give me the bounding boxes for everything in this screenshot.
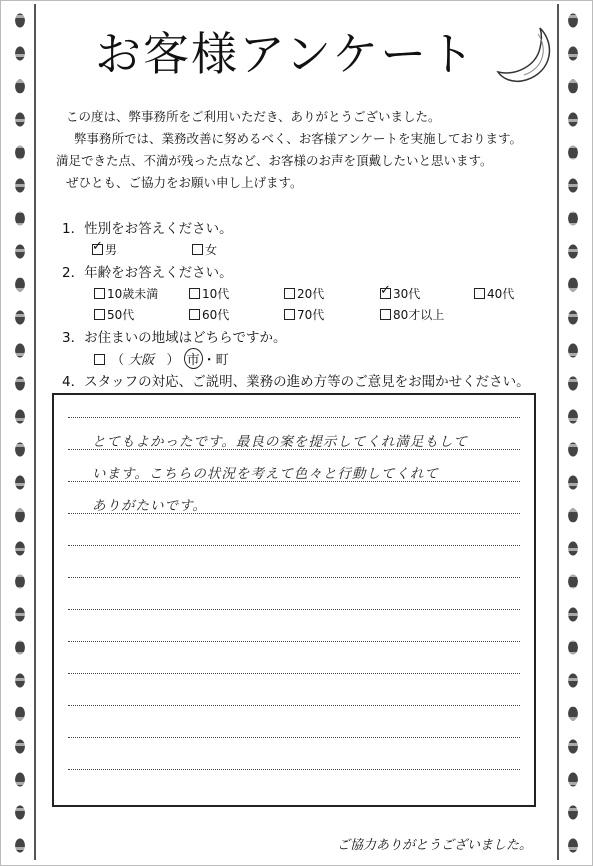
option-age-50s[interactable]: 50代 — [94, 306, 134, 323]
ruled-line — [68, 609, 520, 610]
ruled-line — [68, 641, 520, 642]
ruled-line — [68, 545, 520, 546]
ruled-line — [68, 769, 520, 770]
checkbox[interactable] — [474, 288, 485, 299]
question-4-label: 4．スタッフの対応、ご説明、業務の進め方等のご意見をお聞かせください。 — [62, 374, 530, 390]
option-age-80-plus[interactable]: 80才以上 — [380, 306, 444, 323]
intro-line: 弊事務所では、業務改善に努めるべく、お客様アンケートを実施しております。 — [74, 131, 523, 146]
checkbox[interactable] — [189, 288, 200, 299]
checkbox-male[interactable] — [92, 244, 103, 255]
option-male[interactable]: ✓男 — [92, 241, 117, 258]
question-1-label: 1．性別をお答えください。 — [62, 221, 233, 237]
checkbox[interactable] — [284, 309, 295, 320]
ruled-line — [68, 737, 520, 738]
intro-line: この度は、弊事務所をご利用いただき、ありがとうございました。 — [66, 109, 441, 124]
survey-title: お客様アンケート — [95, 27, 477, 81]
checkbox[interactable] — [380, 288, 391, 299]
comment-answer-box[interactable] — [52, 393, 536, 807]
checkbox[interactable] — [94, 354, 105, 365]
checkbox[interactable] — [94, 309, 105, 320]
option-age-40s[interactable]: 40代 — [474, 285, 514, 302]
option-age-60s[interactable]: 60代 — [189, 306, 229, 323]
city-circled: 市 — [184, 348, 203, 369]
option-age-30s[interactable]: ✓ 30代 — [380, 285, 420, 302]
question-2-label: 2．年齢をお答えください。 — [62, 265, 233, 281]
intro-line: ぜひとも、ご協力をお願い申し上げます。 — [66, 175, 303, 190]
option-age-20s[interactable]: 20代 — [284, 285, 324, 302]
handwritten-comment-line: います。こちらの状況を考えて色々と行動してくれて — [92, 466, 439, 482]
region-answer[interactable]: （ 大阪 ） 市 ・町 — [94, 348, 229, 369]
ruled-line — [68, 705, 520, 706]
option-age-70s[interactable]: 70代 — [284, 306, 324, 323]
left-decorative-border — [6, 4, 36, 860]
ruled-line — [68, 673, 520, 674]
handwritten-comment-line: ありがたいです。 — [92, 498, 207, 514]
checkbox[interactable] — [189, 309, 200, 320]
right-decorative-border — [557, 4, 587, 860]
question-3-label: 3．お住まいの地域はどちらですか。 — [62, 330, 287, 346]
checkbox-female[interactable] — [192, 244, 203, 255]
option-female[interactable]: 女 — [192, 241, 217, 258]
ruled-line — [68, 577, 520, 578]
ruled-line — [68, 417, 520, 418]
handwritten-comment-line: とてもよかったです。最良の案を提示してくれ満足もして — [92, 434, 468, 450]
city-name-handwritten: 大阪 — [128, 353, 155, 368]
checkbox[interactable] — [94, 288, 105, 299]
intro-line: 満足できた点、不満が残った点など、お客様のお声を頂戴したいと思います。 — [56, 153, 493, 168]
option-age-10s[interactable]: 10代 — [189, 285, 229, 302]
option-age-under-10[interactable]: 10歳未満 — [94, 285, 158, 302]
closing-message: ご協力ありがとうございました。 — [337, 838, 533, 853]
checkbox[interactable] — [284, 288, 295, 299]
crescent-moon-icon — [496, 22, 560, 86]
checkbox[interactable] — [380, 309, 391, 320]
intro-text — [56, 106, 556, 194]
